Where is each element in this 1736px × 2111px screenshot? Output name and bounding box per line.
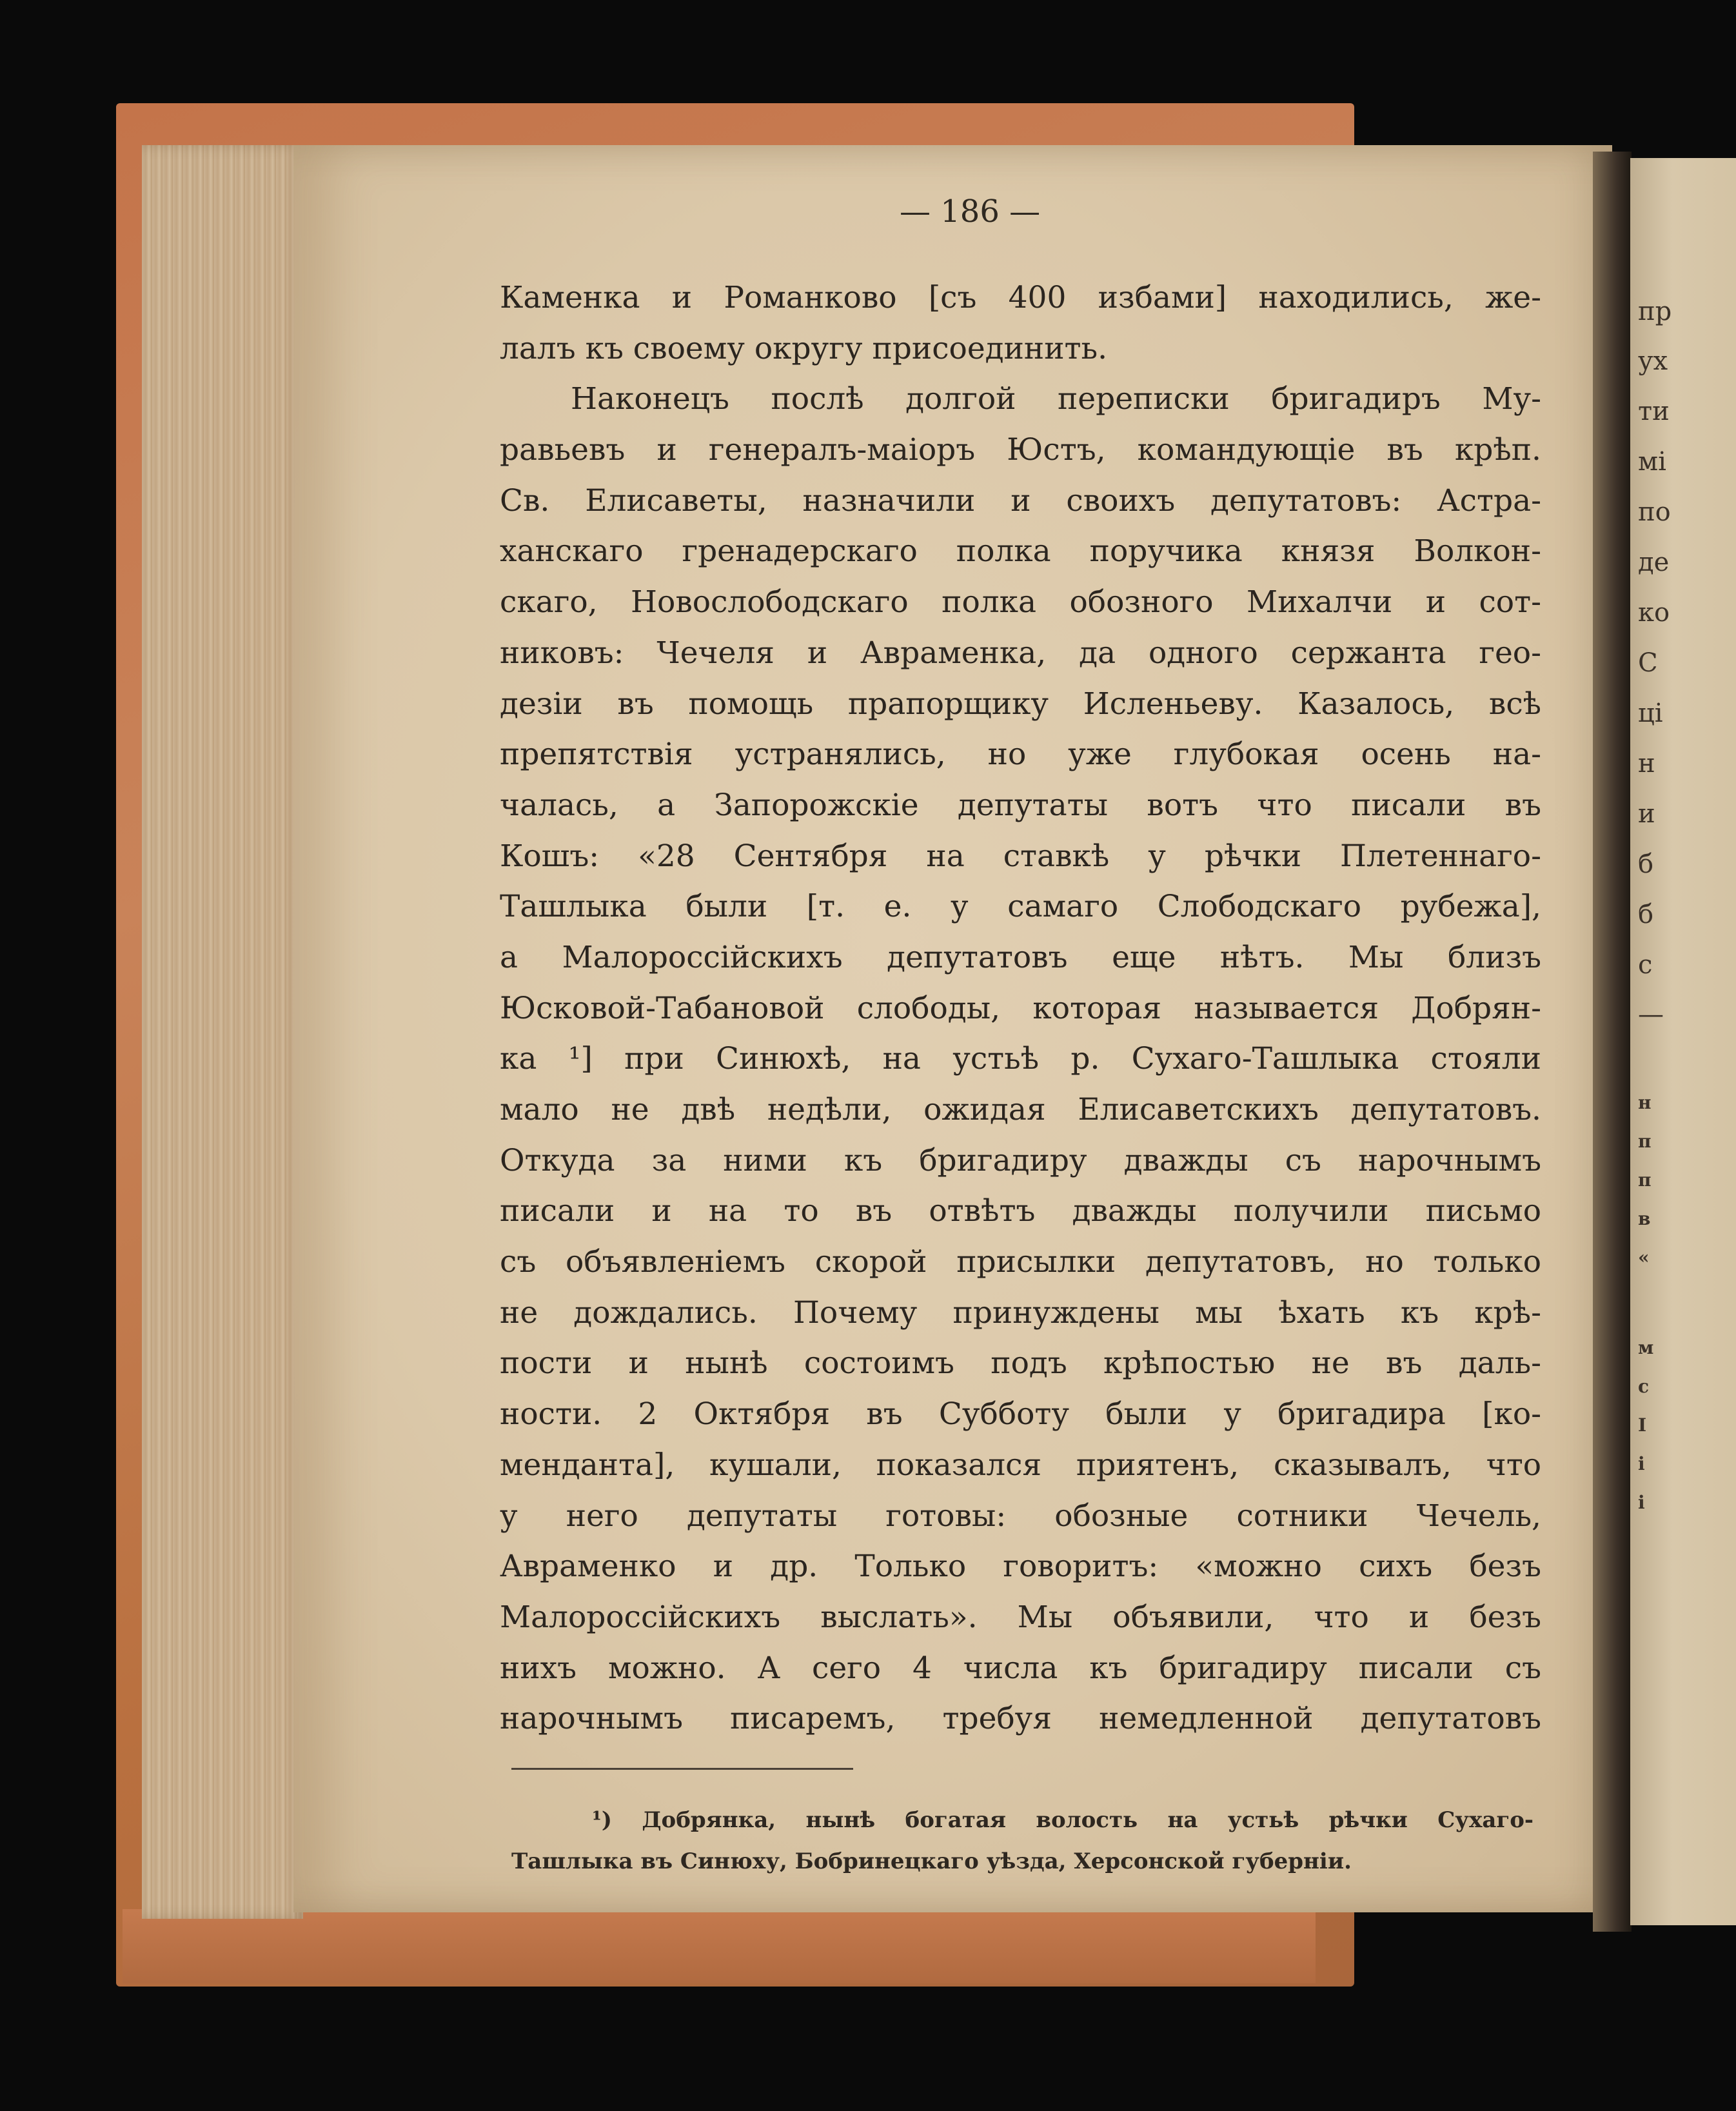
text-line: мало не двѣ недѣли, ожидая Елисаветскихъ депутатовъ. — [500, 1092, 1541, 1127]
text-line: у него депутаты готовы: обозные сотники Чечель, — [500, 1498, 1541, 1534]
facing-page-fragment: « — [1638, 1247, 1650, 1268]
text-line: менданта], кушали, показался приятенъ, сказывалъ, что — [500, 1447, 1541, 1483]
facing-page-fragment: б — [1638, 900, 1654, 929]
facing-page-fragment: де — [1638, 548, 1670, 577]
page-stack-edges — [142, 145, 303, 1919]
text-line: Кошъ: «28 Сентября на ставкѣ у рѣчки Плетеннаго- — [500, 838, 1541, 874]
facing-page-fragment: в — [1638, 1208, 1651, 1229]
page-number: — 186 — — [900, 193, 1041, 230]
facing-page-fragment: б — [1638, 849, 1654, 879]
facing-page-fragment: і — [1638, 1492, 1645, 1513]
facing-page-fragment: і — [1638, 1453, 1645, 1474]
facing-page-fragment: ко — [1638, 598, 1670, 628]
facing-page-fragment: с — [1638, 950, 1653, 980]
footnote-line: Ташлыка въ Синюху, Бобринецкаго уѣзда, Херсонской губерніи. — [511, 1848, 1352, 1874]
text-line: Откуда за ними къ бригадиру дважды съ нарочнымъ — [500, 1142, 1541, 1178]
facing-page-fragment: по — [1638, 497, 1671, 527]
text-line: пости и нынѣ состоимъ подъ крѣпостью не въ даль- — [500, 1345, 1541, 1382]
footnote-divider — [511, 1768, 853, 1770]
text-line: Авраменко и др. Только говоритъ: «можно сихъ безъ — [500, 1549, 1541, 1585]
text-line: нарочнымъ писаремъ, требуя немедленной депутатовъ — [500, 1701, 1541, 1737]
facing-page-fragment: ух — [1638, 346, 1668, 376]
text-line: Малороссійскихъ выслать». Мы объявили, что и безъ — [500, 1599, 1541, 1635]
facing-page-fragment: н — [1638, 749, 1655, 778]
footnote-line: ¹) Добрянка, нынѣ богатая волость на устьѣ рѣчки Сухаго- — [592, 1807, 1534, 1833]
text-line: ханскаго гренадерскаго полка поручика князя Волкон- — [500, 533, 1541, 570]
text-line: препятствія устранялись, но уже глубокая осень на- — [500, 737, 1541, 773]
facing-page-edge — [1630, 158, 1736, 1925]
text-line: чалась, а Запорожскіе депутаты вотъ что писали въ — [500, 787, 1541, 823]
facing-page-fragment: ти — [1638, 397, 1670, 426]
text-line: ности. 2 Октября въ Субботу были у бригадира [ко- — [500, 1396, 1541, 1432]
facing-page-fragment: І — [1638, 1414, 1647, 1436]
facing-page-fragment: ці — [1638, 699, 1663, 728]
text-line: не дождались. Почему принуждены мы ѣхать къ крѣ- — [500, 1294, 1541, 1331]
book-cover-bottom-edge — [123, 1909, 1316, 1983]
text-line: съ объявленіемъ скорой присылки депутатовъ, но только — [500, 1244, 1541, 1280]
text-line: а Малороссійскихъ депутатовъ еще нѣтъ. Мы близъ — [500, 939, 1541, 975]
text-line: писали и на то въ отвѣтъ дважды получили письмо — [500, 1193, 1541, 1229]
text-line: нихъ можно. А сего 4 числа къ бригадиру писали съ — [500, 1650, 1541, 1686]
text-line: Юсковой-Табановой слободы, которая называется Добрян- — [500, 990, 1541, 1026]
facing-page-fragment: п — [1638, 1131, 1652, 1152]
facing-page-fragment: п — [1638, 1169, 1652, 1191]
text-line: равьевъ и генералъ-маіоръ Юстъ, командующіе въ крѣп. — [500, 432, 1541, 468]
facing-page-fragment: мі — [1638, 447, 1666, 477]
facing-page-fragment: и — [1638, 799, 1655, 829]
text-line: ка ¹] при Синюхѣ, на устьѣ р. Сухаго-Ташлыка стояли — [500, 1041, 1541, 1077]
text-line: никовъ: Чечеля и Авраменка, да одного сержанта гео- — [500, 635, 1541, 671]
text-line: Наконецъ послѣ долгой переписки бригадиръ Му- — [571, 381, 1541, 417]
text-line: скаго, Новослободскаго полка обозного Михалчи и сот- — [500, 584, 1541, 620]
facing-page-fragment: С — [1638, 648, 1658, 678]
text-line: лалъ къ своему округу присоединить. — [500, 330, 1108, 366]
facing-page-fragment: с — [1638, 1376, 1650, 1397]
page-body-text — [500, 273, 1541, 1745]
facing-page-fragment: — — [1638, 1000, 1664, 1029]
facing-page-fragment: м — [1638, 1337, 1654, 1358]
text-line: дезіи въ помощь прапорщику Исленьеву. Казалось, всѣ — [500, 686, 1541, 722]
facing-page-fragment: н — [1638, 1092, 1652, 1113]
book-gutter — [1593, 152, 1632, 1932]
text-line: Каменка и Романково [съ 400 избами] находились, же- — [500, 280, 1541, 315]
text-line: Ташлыка были [т. е. у самаго Слободскаго рубежа], — [500, 889, 1541, 925]
facing-page-fragment: пр — [1638, 297, 1672, 326]
footnotes — [511, 1799, 1534, 1882]
text-line: Св. Елисаветы, назначили и своихъ депутатовъ: Астра- — [500, 482, 1541, 519]
